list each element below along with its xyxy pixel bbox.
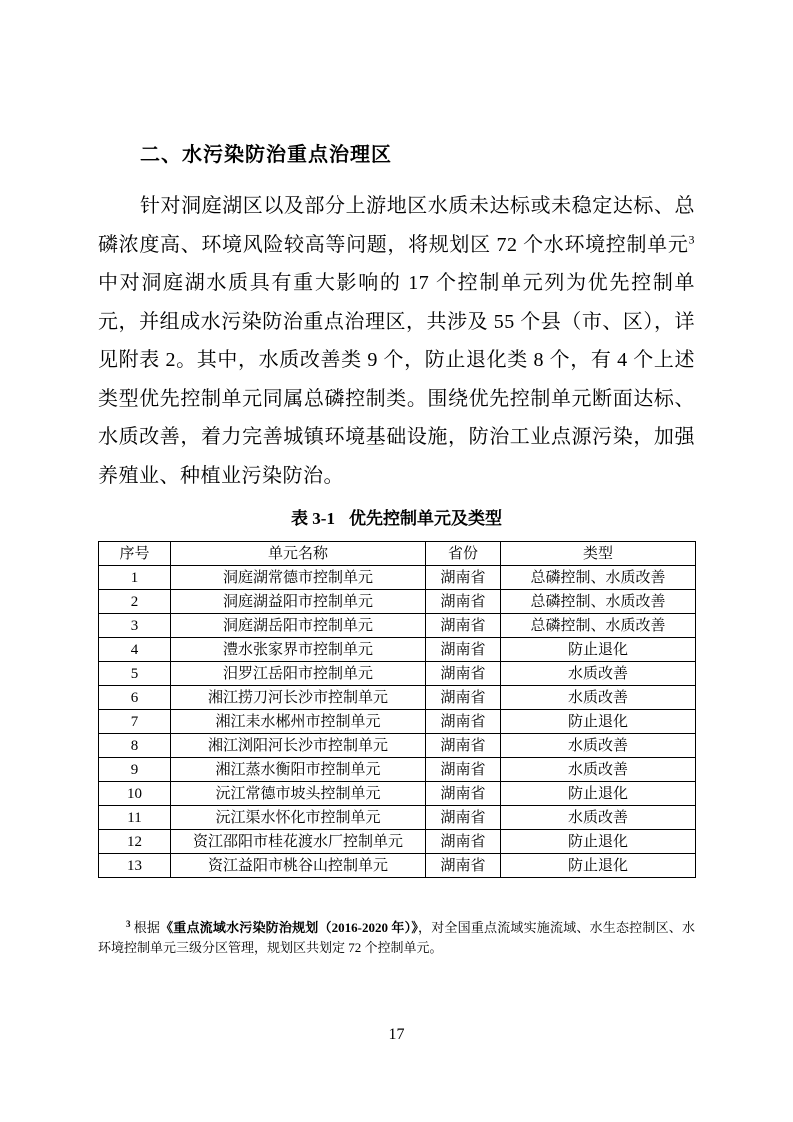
province: 湖南省 xyxy=(426,638,501,662)
unit-name: 湘江浏阳河长沙市控制单元 xyxy=(171,734,426,758)
unit-name: 洞庭湖岳阳市控制单元 xyxy=(171,614,426,638)
footnote xyxy=(98,918,695,958)
unit-number: 4 xyxy=(99,638,171,662)
unit-type: 水质改善 xyxy=(501,758,696,782)
province: 湖南省 xyxy=(426,710,501,734)
column-header-unit-name: 单元名称 xyxy=(171,542,426,566)
unit-type: 防止退化 xyxy=(501,830,696,854)
unit-number: 9 xyxy=(99,758,171,782)
table-row xyxy=(99,782,696,806)
unit-number: 12 xyxy=(99,830,171,854)
unit-type: 总磷控制、水质改善 xyxy=(501,566,696,590)
unit-number: 1 xyxy=(99,566,171,590)
column-header-number: 序号 xyxy=(99,542,171,566)
province: 湖南省 xyxy=(426,686,501,710)
paragraph-text-part1: 针对洞庭湖区以及部分上游地区水质未达标或未稳定达标、总磷浓度高、环境风险较高等问题，将规划区 72 个水环境控制单元 xyxy=(98,195,695,256)
unit-name: 资江邵阳市桂花渡水厂控制单元 xyxy=(171,830,426,854)
table-row xyxy=(99,614,696,638)
paragraph-text-part2: 中对洞庭湖水质具有重大影响的 17 个控制单元列为优先控制单元，并组成水污染防治重点治理区，共涉及 55 个县（市、区），详见附表 2。其中，水质改善类 9 个，防止退化类 8 个，有 4 个上述类型优先控制单元同属总磷控制类。围绕优先控制单元断面达标、水质改善，着力完善城镇环境基础设施，防治工业点源污染，加强养殖业、种植业污染防治。 xyxy=(98,272,695,487)
table-caption-label: 表 3-1 xyxy=(291,509,335,528)
page-number: 17 xyxy=(388,1026,405,1043)
table-row xyxy=(99,686,696,710)
unit-name: 汨罗江岳阳市控制单元 xyxy=(171,662,426,686)
unit-number: 7 xyxy=(99,710,171,734)
province: 湖南省 xyxy=(426,830,501,854)
province: 湖南省 xyxy=(426,662,501,686)
table-row xyxy=(99,710,696,734)
table-caption-title: 优先控制单元及类型 xyxy=(348,509,502,528)
table-row xyxy=(99,830,696,854)
unit-type: 水质改善 xyxy=(501,686,696,710)
unit-type: 防止退化 xyxy=(501,710,696,734)
table-row xyxy=(99,734,696,758)
unit-type: 总磷控制、水质改善 xyxy=(501,614,696,638)
unit-number: 2 xyxy=(99,590,171,614)
priority-control-units-table xyxy=(98,541,696,878)
unit-type: 防止退化 xyxy=(501,638,696,662)
table-caption xyxy=(98,507,695,531)
province: 湖南省 xyxy=(426,566,501,590)
unit-name: 湘江捞刀河长沙市控制单元 xyxy=(171,686,426,710)
table-row xyxy=(99,854,696,878)
unit-name: 湘江耒水郴州市控制单元 xyxy=(171,710,426,734)
unit-name: 沅江渠水怀化市控制单元 xyxy=(171,806,426,830)
unit-name: 洞庭湖益阳市控制单元 xyxy=(171,590,426,614)
footnote-marker: 3 xyxy=(126,918,131,929)
table-row xyxy=(99,590,696,614)
unit-type: 水质改善 xyxy=(501,662,696,686)
unit-type: 总磷控制、水质改善 xyxy=(501,590,696,614)
unit-name: 湘江蒸水衡阳市控制单元 xyxy=(171,758,426,782)
province: 湖南省 xyxy=(426,806,501,830)
unit-number: 8 xyxy=(99,734,171,758)
table-row xyxy=(99,566,696,590)
province: 湖南省 xyxy=(426,590,501,614)
footnote-text-part2: ，对全国重点流域实施流域、水生态控制区、水环境控制单元三级分区管理，规划区共划定 72 个控制单元。 xyxy=(98,920,695,955)
table-row xyxy=(99,758,696,782)
unit-name: 资江益阳市桃谷山控制单元 xyxy=(171,854,426,878)
province: 湖南省 xyxy=(426,758,501,782)
table-body xyxy=(99,566,696,878)
section-heading: 二、水污染防治重点治理区 xyxy=(140,144,392,166)
table-row xyxy=(99,638,696,662)
province: 湖南省 xyxy=(426,734,501,758)
unit-number: 10 xyxy=(99,782,171,806)
footnote-reference: 3 xyxy=(688,231,695,246)
unit-number: 6 xyxy=(99,686,171,710)
province: 湖南省 xyxy=(426,782,501,806)
body-paragraph xyxy=(98,187,695,495)
unit-number: 11 xyxy=(99,806,171,830)
unit-type: 水质改善 xyxy=(501,806,696,830)
unit-type: 防止退化 xyxy=(501,854,696,878)
table-header-row xyxy=(99,542,696,566)
table-row xyxy=(99,806,696,830)
unit-type: 水质改善 xyxy=(501,734,696,758)
column-header-province: 省份 xyxy=(426,542,501,566)
unit-name: 澧水张家界市控制单元 xyxy=(171,638,426,662)
unit-name: 沅江常德市坡头控制单元 xyxy=(171,782,426,806)
unit-name: 洞庭湖常德市控制单元 xyxy=(171,566,426,590)
footnote-plan-title: 《重点流域水污染防治规划（2016-2020 年）》 xyxy=(160,920,419,935)
unit-number: 3 xyxy=(99,614,171,638)
province: 湖南省 xyxy=(426,854,501,878)
footnote-text-part1: 根据 xyxy=(133,920,161,935)
unit-number: 5 xyxy=(99,662,171,686)
unit-number: 13 xyxy=(99,854,171,878)
province: 湖南省 xyxy=(426,614,501,638)
column-header-type: 类型 xyxy=(501,542,696,566)
unit-type: 防止退化 xyxy=(501,782,696,806)
table-row xyxy=(99,662,696,686)
